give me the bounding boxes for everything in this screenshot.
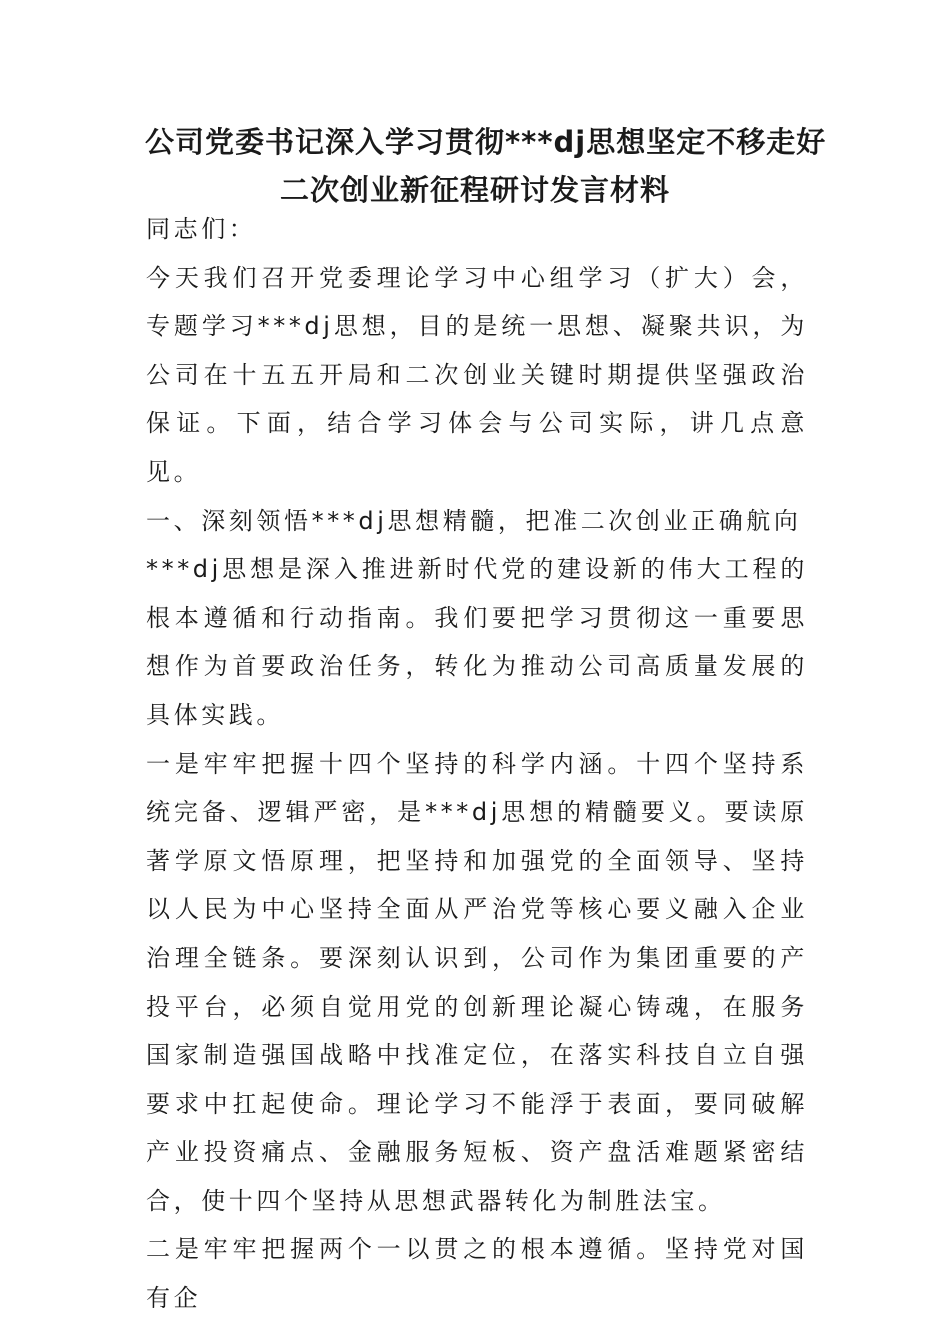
section-heading-1: 一、深刻领悟***dj思想精髓，把准二次创业正确航向: [146, 506, 802, 535]
document-body: [146, 205, 808, 1323]
point-2-paragraph: 二是牢牢把握两个一以贯之的根本遵循。坚持党对国有企: [146, 1235, 808, 1313]
document-title-line-1: 公司党委书记深入学习贯彻***dj思想坚定不移走好: [145, 125, 827, 159]
salutation: 同志们：: [146, 215, 257, 243]
point-1-paragraph: 一是牢牢把握十四个坚持的科学内涵。十四个坚持系统完备、逻辑严密，是***dj思想的精髓要义。要读原著学原文悟原理，把坚持和加强党的全面领导、坚持以人民为中心坚持全面从严治党等核心要义融入企业治理全链条。要深刻认识到，公司作为集团重要的产投平台，必须自觉用党的创新理论凝心铸魂，在服务国家制造强国战略中找准定位，在落实科技自立自强要求中扛起使命。理论学习不能浮于表面，要同破解产业投资痛点、金融服务短板、资产盘活难题紧密结合，使十四个坚持从思想武器转化为制胜法宝。: [146, 749, 808, 1215]
intro-paragraph: 今天我们召开党委理论学习中心组学习（扩大）会，专题学习***dj思想，目的是统一思想、凝聚共识，为公司在十五五开局和二次创业关键时期提供坚强政治保证。下面，结合学习体会与公司实际，讲几点意见。: [146, 263, 808, 486]
section-1-paragraph: ***dj思想是深入推进新时代党的建设新的伟大工程的根本遵循和行动指南。我们要把学习贯彻这一重要思想作为首要政治任务，转化为推动公司高质量发展的具体实践。: [146, 555, 808, 729]
document-title-line-2: 二次创业新征程研讨发言材料: [279, 173, 670, 207]
